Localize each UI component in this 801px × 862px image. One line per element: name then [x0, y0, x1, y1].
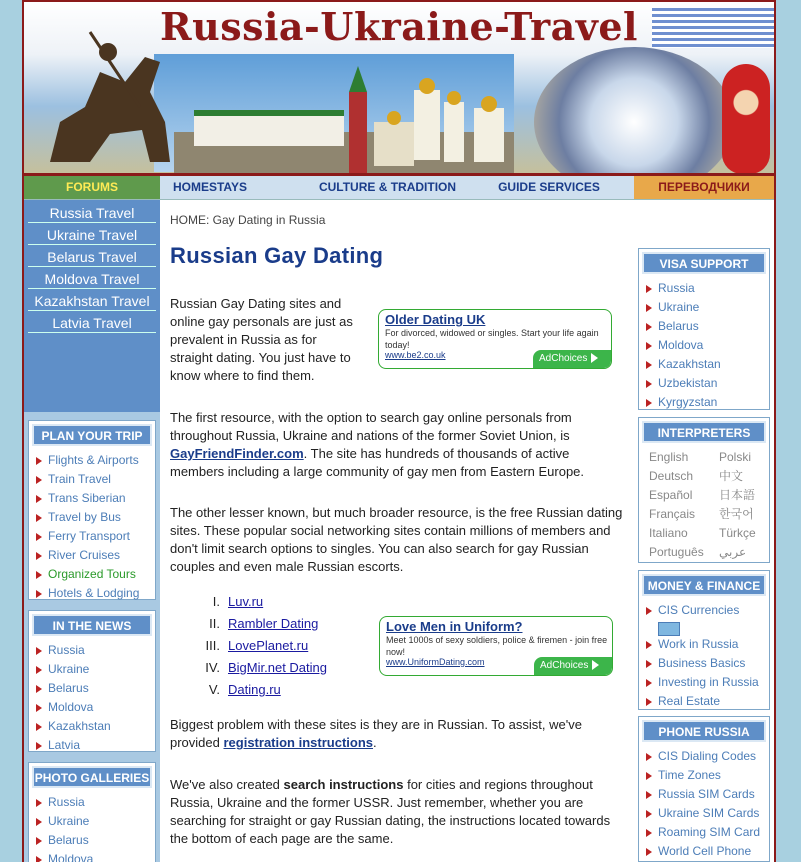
- paragraph-registration: [170, 716, 625, 752]
- site-link-rambler[interactable]: Rambler Dating: [228, 616, 319, 631]
- plan-link[interactable]: River Cruises: [33, 546, 155, 565]
- main-content: [170, 200, 630, 862]
- phone-russia-box: [638, 716, 770, 862]
- ad-url[interactable]: www.be2.co.uk: [385, 350, 446, 360]
- visa-support-heading: VISA SUPPORT: [642, 252, 766, 274]
- search-instructions-bold: search instructions: [283, 777, 404, 792]
- list-number: V.: [208, 682, 220, 697]
- visa-link[interactable]: Belarus: [643, 317, 769, 336]
- site-link-loveplanet[interactable]: LovePlanet.ru: [228, 638, 309, 653]
- nav-culture-tradition[interactable]: CULTURE & TRADITION: [318, 180, 457, 194]
- dating-sites-list: [190, 591, 327, 701]
- cathedral-dome-image: [534, 47, 734, 176]
- language-link[interactable]: English: [649, 450, 689, 464]
- language-link[interactable]: Español: [649, 488, 693, 502]
- site-link-bigmir[interactable]: BigMir.net Dating: [228, 660, 327, 675]
- language-link[interactable]: Français: [649, 507, 696, 521]
- photo-galleries-box: [28, 762, 156, 862]
- plan-link[interactable]: Hotels & Lodging: [33, 584, 155, 603]
- list-item: [190, 657, 327, 679]
- photo-link[interactable]: Moldova: [33, 850, 155, 862]
- plan-link[interactable]: Travel by Bus: [33, 508, 155, 527]
- visa-link[interactable]: Kazakhstan: [643, 355, 769, 374]
- adchoices-icon: [591, 353, 598, 363]
- left-sidebar: [24, 200, 160, 862]
- list-number: I.: [212, 594, 220, 609]
- plan-link[interactable]: Train Travel: [33, 470, 155, 489]
- interpreters-box: [638, 417, 770, 563]
- registration-instructions-link[interactable]: registration instructions: [223, 735, 374, 750]
- p5-text-b: for cities and regions throughout Russia, Ukraine and the former USSR. Just remember, whether you are searching for straight or gay Russian dating, the instructions located towards the bottom of each page are the same.: [170, 777, 611, 846]
- paragraph-free-sites: The other lesser known, but much broader resource, is the free Russian dating sites. These popular social networking sites contain millions of members and don't limit search options to singles. You can also search for gay Russian couples and even male Russian escorts.: [170, 505, 623, 574]
- ad-url[interactable]: www.UniformDating.com: [386, 657, 485, 667]
- plan-your-trip-box: [28, 420, 156, 600]
- plan-link[interactable]: Flights & Airports: [33, 451, 155, 470]
- language-link[interactable]: Polski: [719, 450, 752, 464]
- ad-title[interactable]: Love Men in Uniform?: [386, 619, 523, 634]
- visa-link[interactable]: Moldova: [643, 336, 769, 355]
- money-link[interactable]: Business Basics: [643, 654, 769, 673]
- breadcrumb[interactable]: HOME: Gay Dating in Russia: [170, 213, 326, 227]
- money-finance-heading: MONEY & FINANCE: [642, 574, 766, 596]
- plan-link[interactable]: Organized Tours: [33, 565, 155, 584]
- calculator-icon[interactable]: [658, 622, 680, 636]
- ad-description: For divorced, widowed or singles. Start your life again today!: [385, 328, 599, 350]
- language-link[interactable]: Deutsch: [649, 469, 694, 483]
- ad-title[interactable]: Older Dating UK: [385, 312, 486, 327]
- link-ukraine-travel[interactable]: Ukraine Travel: [28, 225, 156, 245]
- in-the-news-heading: IN THE NEWS: [32, 614, 152, 636]
- photo-galleries-heading: PHOTO GALLERIES: [32, 766, 152, 788]
- site-link-dating-ru[interactable]: Dating.ru: [228, 682, 281, 697]
- nav-guide-services[interactable]: GUIDE SERVICES: [498, 180, 600, 194]
- list-item: [190, 613, 327, 635]
- top-navigation: [24, 176, 774, 200]
- news-link[interactable]: Latvia: [33, 736, 155, 755]
- link-moldova-travel[interactable]: Moldova Travel: [28, 269, 156, 289]
- photo-link[interactable]: Russia: [33, 793, 155, 812]
- p2-text-b: . The site has hundreds of thousands of active members including a large community of gay men from Eastern Europe.: [170, 446, 585, 479]
- banner-stripes: [652, 8, 774, 48]
- news-link[interactable]: Belarus: [33, 679, 155, 698]
- phone-link[interactable]: Time Zones: [643, 766, 769, 785]
- language-link[interactable]: عربي: [719, 545, 747, 559]
- kremlin-image: [174, 62, 514, 174]
- money-link[interactable]: Investing in Russia: [643, 673, 769, 692]
- p4-text-a: Biggest problem with these sites is they are in Russian. To assist, we've provided: [170, 717, 582, 750]
- link-russia-travel[interactable]: Russia Travel: [28, 203, 156, 223]
- in-the-news-box: [28, 610, 156, 752]
- country-travel-links: [24, 200, 160, 412]
- visa-link[interactable]: Russia: [643, 279, 769, 298]
- language-link[interactable]: Türkçe: [719, 526, 756, 540]
- language-link[interactable]: 한국어: [719, 507, 754, 521]
- news-link[interactable]: Moldova: [33, 698, 155, 717]
- list-item: [190, 679, 327, 701]
- site-link-luv[interactable]: Luv.ru: [228, 594, 264, 609]
- phone-link[interactable]: Ukraine SIM Cards: [643, 804, 769, 823]
- language-grid: [639, 446, 769, 564]
- language-link[interactable]: Italiano: [649, 526, 688, 540]
- ad-men-in-uniform[interactable]: [379, 616, 613, 676]
- matryoshka-image: [722, 64, 770, 174]
- phone-link[interactable]: Roaming SIM Card: [643, 823, 769, 842]
- nav-homestays[interactable]: HOMESTAYS: [172, 180, 247, 194]
- site-title[interactable]: Russia-Ukraine-Travel: [159, 4, 638, 49]
- visa-link[interactable]: Uzbekistan: [643, 374, 769, 393]
- page-title: Russian Gay Dating: [170, 243, 384, 268]
- news-link[interactable]: Ukraine: [33, 660, 155, 679]
- photo-link[interactable]: Ukraine: [33, 812, 155, 831]
- adchoices-icon: [592, 660, 599, 670]
- link-latvia-travel[interactable]: Latvia Travel: [28, 313, 156, 333]
- page: [22, 0, 776, 862]
- phone-link[interactable]: CIS Dialing Codes: [643, 747, 769, 766]
- money-link[interactable]: [643, 601, 769, 635]
- language-link[interactable]: 日本語: [719, 488, 756, 502]
- visa-link[interactable]: Kyrgyzstan: [643, 393, 769, 412]
- list-item: [190, 591, 327, 613]
- link-kazakhstan-travel[interactable]: Kazakhstan Travel: [28, 291, 156, 311]
- link-belarus-travel[interactable]: Belarus Travel: [28, 247, 156, 267]
- language-link[interactable]: Português: [649, 545, 704, 559]
- p2-text-a: The first resource, with the option to search gay online personals from throughout Russia, Ukraine and nations of the former Soviet Union, is: [170, 410, 572, 443]
- news-link[interactable]: Kazakhstan: [33, 717, 155, 736]
- money-link[interactable]: Real Estate: [643, 692, 769, 711]
- adchoices-label: AdChoices: [540, 660, 589, 671]
- phone-link[interactable]: Russia SIM Cards: [643, 785, 769, 804]
- ad-description: Meet 1000s of sexy soldiers, police & firemen - join free now!: [386, 635, 608, 657]
- list-item: [190, 635, 327, 657]
- nav-translators[interactable]: ПЕРЕВОДЧИКИ: [634, 176, 774, 199]
- plan-link[interactable]: Trans Siberian: [33, 489, 155, 508]
- nav-forums[interactable]: FORUMS: [24, 176, 160, 199]
- money-link[interactable]: Work in Russia: [643, 635, 769, 654]
- list-number: III.: [205, 638, 220, 653]
- interpreters-heading: INTERPRETERS: [642, 421, 766, 443]
- phone-russia-heading: PHONE RUSSIA: [642, 720, 766, 742]
- adchoices-badge[interactable]: [534, 657, 612, 675]
- adchoices-badge[interactable]: [533, 350, 611, 368]
- language-link[interactable]: 中文: [719, 469, 744, 483]
- visa-link[interactable]: Ukraine: [643, 298, 769, 317]
- right-sidebar: [636, 240, 774, 862]
- ad-older-dating[interactable]: [378, 309, 612, 369]
- list-number: IV.: [205, 660, 220, 675]
- p5-text-a: We've also created: [170, 777, 284, 792]
- money-finance-box: [638, 570, 770, 710]
- list-number: II.: [209, 616, 220, 631]
- phone-link[interactable]: World Cell Phone: [643, 842, 769, 861]
- photo-link[interactable]: Belarus: [33, 831, 155, 850]
- adchoices-label: AdChoices: [539, 353, 588, 364]
- news-link[interactable]: Russia: [33, 641, 155, 660]
- cis-currencies-label[interactable]: CIS Currencies: [658, 603, 740, 617]
- plan-link[interactable]: Ferry Transport: [33, 527, 155, 546]
- intro-paragraph: Russian Gay Dating sites and online gay personals are just as prevalent in Russia as for straight dating. You just have to know where to find them.: [170, 296, 353, 383]
- p4-text-b: .: [373, 735, 377, 750]
- paragraph-search-instructions: [170, 776, 625, 848]
- site-banner: [24, 0, 774, 176]
- paragraph-gayfriendfinder: [170, 409, 625, 481]
- visa-support-box: [638, 248, 770, 410]
- plan-your-trip-heading: PLAN YOUR TRIP: [32, 424, 152, 446]
- gayfriendfinder-link[interactable]: GayFriendFinder.com: [170, 446, 304, 461]
